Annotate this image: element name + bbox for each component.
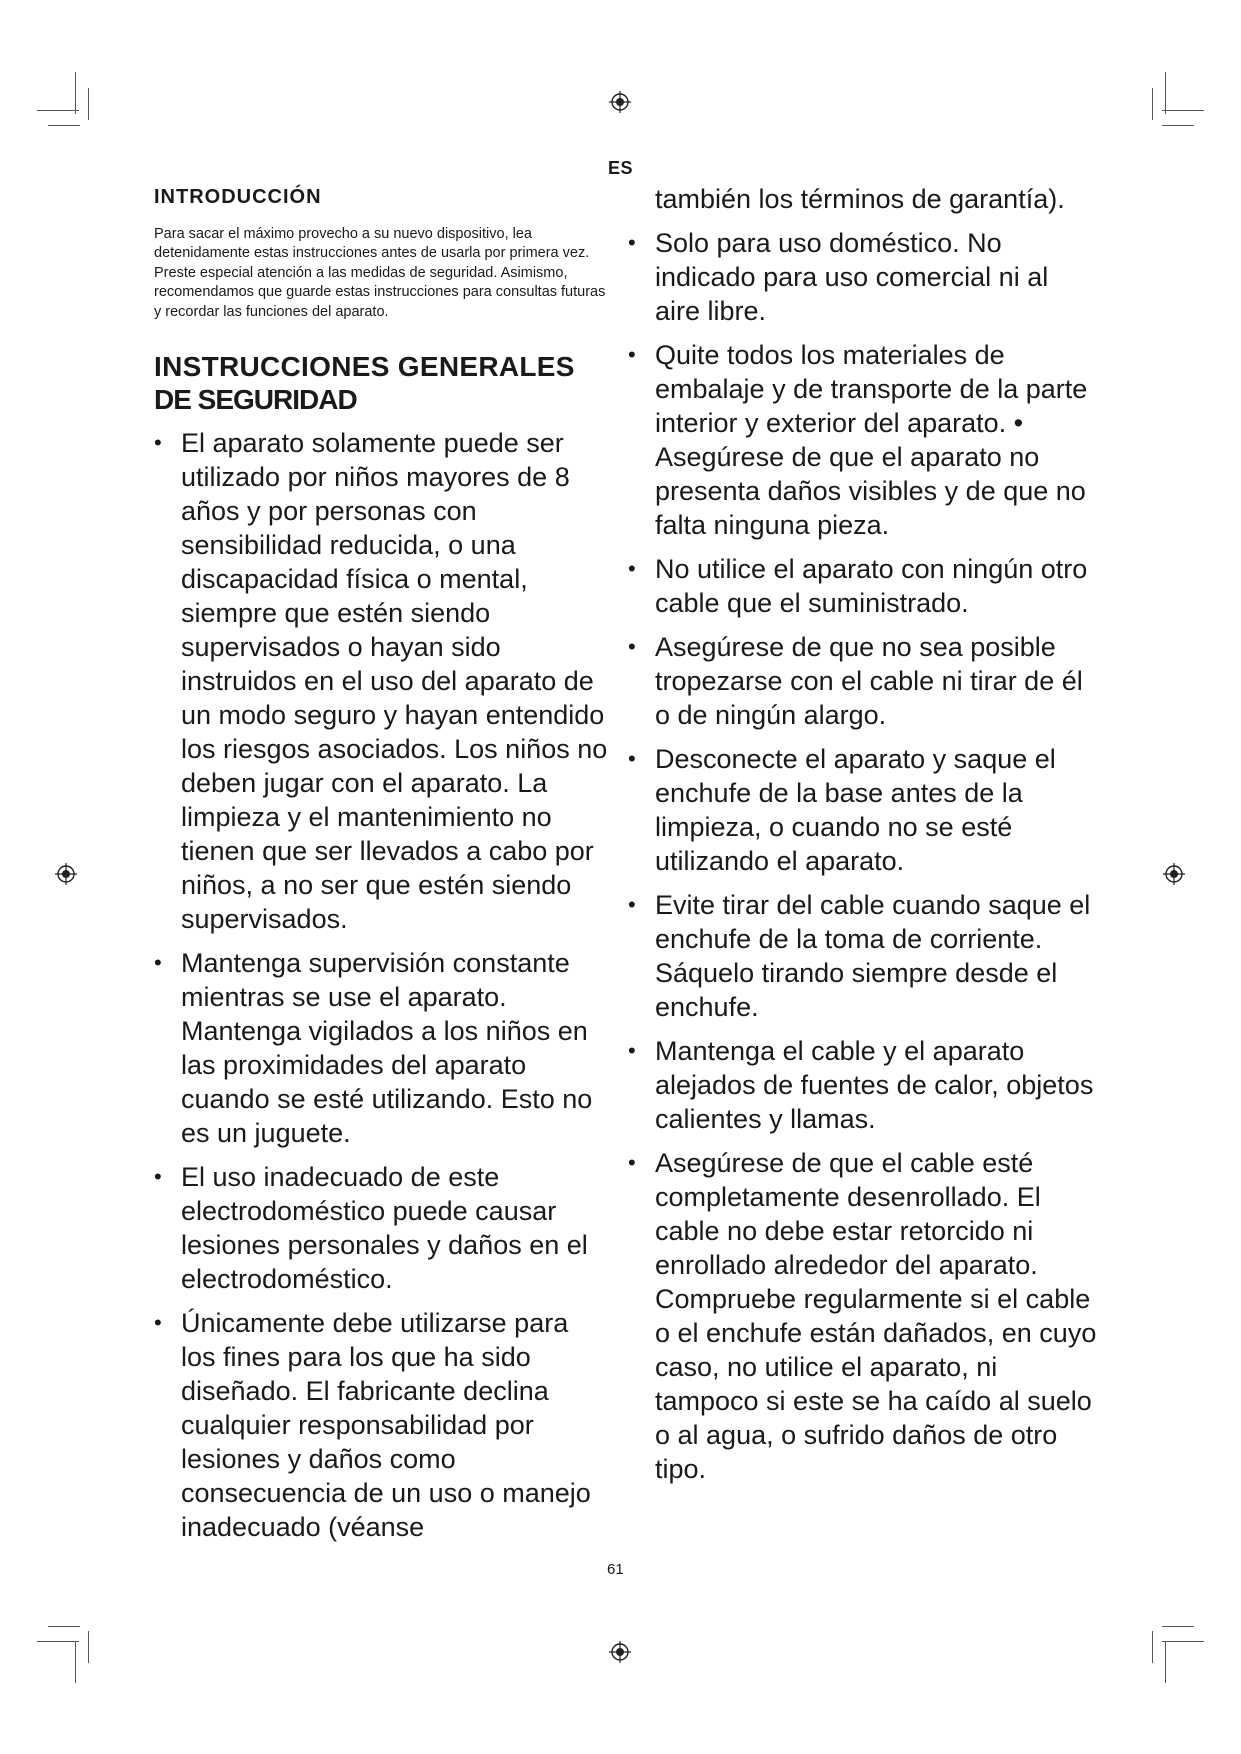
language-code: ES bbox=[608, 158, 634, 178]
registration-mark-icon bbox=[609, 1641, 631, 1663]
list-item-text: Mantenga el cable y el aparato alejados de fuentes de calor, objetos calientes y llamas. bbox=[655, 1036, 1094, 1134]
list-item-text: Desconecte el aparato y saque el enchufe de la base antes de la limpieza, o cuando no se esté utilizando el aparato. bbox=[655, 744, 1056, 876]
safety-list-left bbox=[154, 426, 609, 1544]
list-item-text: Asegúrese de que no sea posible tropezarse con el cable ni tirar de él o de ningún alargo. bbox=[655, 632, 1083, 730]
bullet-icon: • bbox=[628, 1038, 636, 1063]
list-item-text: Quite todos los materiales de embalaje y de transporte de la parte interior y exterior del aparato. • Asegúrese de que el aparato no presenta daños visibles y de que no falta ninguna pieza. bbox=[655, 340, 1088, 540]
bullet-icon: • bbox=[628, 230, 636, 255]
list-item bbox=[628, 630, 1098, 732]
continuation-text: también los términos de garantía). bbox=[655, 184, 1065, 214]
crop-mark bbox=[1162, 125, 1194, 126]
registration-mark-icon bbox=[1163, 863, 1185, 885]
crop-mark bbox=[1162, 1626, 1194, 1627]
list-item bbox=[154, 1306, 609, 1544]
list-item-text: Mantenga supervisión constante mientras se use el aparato. Mantenga vigilados a los niños en las proximidades del aparato cuando se esté utilizando. Esto no es un juguete. bbox=[181, 948, 593, 1149]
crop-mark bbox=[1152, 1631, 1153, 1663]
crop-mark bbox=[1162, 1641, 1204, 1642]
crop-mark bbox=[75, 72, 76, 114]
list-item-text: Asegúrese de que el cable esté completamente desenrollado. El cable no debe estar retorcido ni enrollado alrededor del aparato. Compruebe regularmente si el cable o el enchufe están dañados, en cuyo caso, no utilice el aparato, ni tampoco si este se ha caído al suelo o al agua, o sufrido daños de otro tipo. bbox=[655, 1148, 1097, 1484]
crop-mark bbox=[37, 1641, 79, 1642]
list-item-text: Evite tirar del cable cuando saque el enchufe de la toma de corriente. Sáquelo tirando siempre desde el enchufe. bbox=[655, 890, 1091, 1022]
list-item-text: Solo para uso doméstico. No indicado para uso comercial ni al aire libre. bbox=[655, 228, 1049, 326]
bullet-icon: • bbox=[628, 556, 636, 581]
intro-title: INTRODUCCIÓN bbox=[154, 186, 322, 208]
list-item-text: No utilice el aparato con ningún otro cable que el suministrado. bbox=[655, 554, 1088, 618]
bullet-icon: • bbox=[154, 1164, 162, 1190]
list-item bbox=[628, 742, 1098, 878]
registration-mark-icon bbox=[55, 863, 77, 885]
list-item-text: El uso inadecuado de este electrodoméstico puede causar lesiones personales y daños en el electrodoméstico. bbox=[181, 1162, 588, 1295]
bullet-icon: • bbox=[154, 950, 162, 976]
section-title-line2: DE SEGURIDAD bbox=[154, 384, 357, 416]
section-title bbox=[154, 350, 609, 416]
right-column bbox=[628, 182, 1098, 1496]
section-title-line1: INSTRUCCIONES GENERALES bbox=[154, 351, 575, 383]
crop-mark bbox=[48, 125, 80, 126]
list-item bbox=[628, 552, 1098, 620]
crop-mark bbox=[88, 88, 89, 120]
crop-mark bbox=[1165, 1641, 1166, 1683]
list-item bbox=[628, 338, 1098, 542]
list-item bbox=[154, 1160, 609, 1296]
bullet-icon: • bbox=[628, 746, 636, 771]
bullet-icon: • bbox=[154, 430, 162, 456]
crop-mark bbox=[75, 1641, 76, 1683]
list-item bbox=[154, 426, 609, 936]
crop-mark bbox=[1162, 110, 1204, 111]
crop-mark bbox=[48, 1626, 80, 1627]
list-item bbox=[628, 888, 1098, 1024]
crop-mark bbox=[88, 1631, 89, 1663]
list-item bbox=[628, 226, 1098, 328]
bullet-icon: • bbox=[628, 892, 636, 917]
bullet-icon: • bbox=[628, 1150, 636, 1175]
crop-mark bbox=[1165, 72, 1166, 114]
safety-list-right bbox=[628, 226, 1098, 1486]
crop-mark bbox=[37, 110, 79, 111]
bullet-icon: • bbox=[154, 1310, 162, 1336]
list-item bbox=[154, 946, 609, 1150]
list-item-text: El aparato solamente puede ser utilizado por niños mayores de 8 años y por personas con sensibilidad reducida, o una discapacidad física o mental, siempre que estén siendo supervisados o hayan sido instruidos en el uso del aparato de un modo seguro y hayan entendido los riesgos asociados. Los niños no deben jugar con el aparato. La limpieza y el mantenimiento no tienen que ser llevados a cabo por niños, a no ser que estén siendo supervisados. bbox=[181, 428, 608, 935]
intro-paragraph: Para sacar el máximo provecho a su nuevo dispositivo, lea detenidamente estas instrucciones antes de usarla por primera vez. Preste especial atención a las medidas de seguridad. Asimismo, recomendamos que guarde estas instrucciones para consultas futuras y recordar las funciones del aparato. bbox=[154, 226, 606, 320]
bullet-icon: • bbox=[628, 634, 636, 659]
left-column bbox=[154, 186, 609, 1554]
bullet-icon: • bbox=[628, 342, 636, 367]
list-item bbox=[628, 1034, 1098, 1136]
list-item bbox=[628, 1146, 1098, 1486]
crop-mark bbox=[1152, 88, 1153, 120]
registration-mark-icon bbox=[609, 91, 631, 113]
page-number: 61 bbox=[607, 1561, 624, 1578]
list-item-text: Únicamente debe utilizarse para los fines para los que ha sido diseñado. El fabricante declina cualquier responsabilidad por lesiones y daños como consecuencia de un uso o manejo inadecuado (véanse bbox=[181, 1308, 591, 1543]
